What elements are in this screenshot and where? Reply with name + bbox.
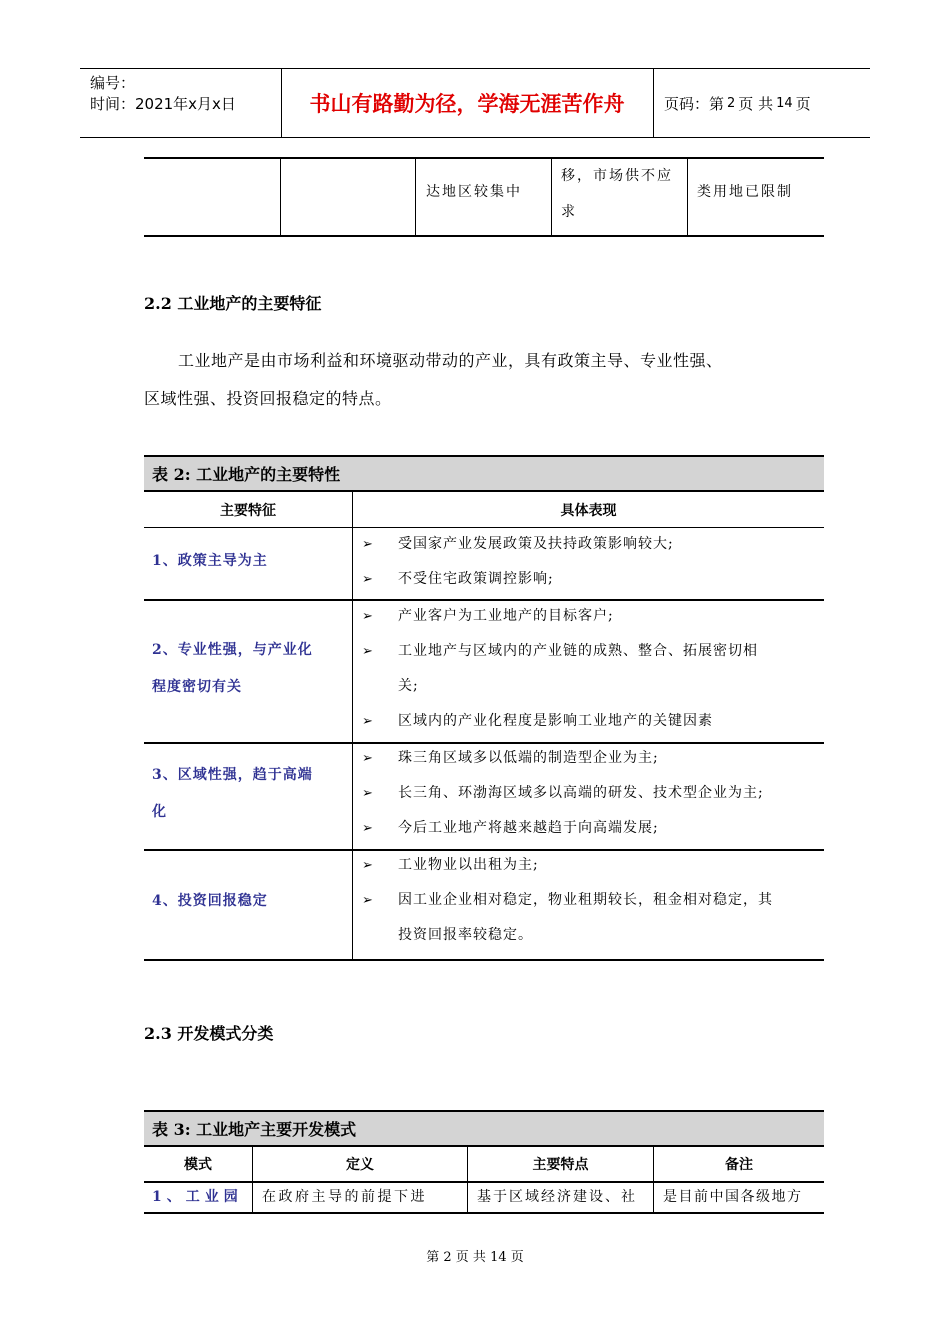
- column-header: 模式: [184, 1157, 212, 1173]
- table-3: [144, 1110, 824, 1214]
- list-item: ➢ 因工业企业相对稳定，物业租期较长，租金相对稳定，其: [362, 883, 818, 918]
- header-motto: 书山有路勤为径，学海无涯苦作舟: [309, 92, 625, 116]
- time-label: 时间：2021年x月x日: [90, 95, 236, 113]
- fragment-cell: 达地区较集中: [426, 184, 522, 200]
- list-item: ➢ 珠三角区域多以低端的制造型企业为主;: [362, 741, 818, 776]
- table-cell: 在政府主导的前提下进: [262, 1189, 427, 1205]
- fragment-cell: 移，市场供不应: [561, 168, 673, 184]
- arrow-bullet-icon: ➢: [362, 537, 374, 552]
- list-item: ➢ 不受住宅政策调控影响;: [362, 562, 818, 597]
- feature-cell: 4、投资回报稳定: [152, 893, 268, 909]
- table-row: [144, 744, 824, 851]
- list-item: ➢ 工业物业以出租为主;: [362, 848, 818, 883]
- arrow-bullet-icon: ➢: [362, 751, 374, 766]
- list-item-continuation: 关;: [398, 678, 419, 694]
- header-page-number: 页码：第 2 页 共 14 页: [664, 94, 811, 113]
- arrow-bullet-icon: ➢: [362, 893, 374, 908]
- fragment-cell: 求: [561, 204, 577, 220]
- header-meta: [90, 73, 236, 115]
- table1-fragment: [144, 157, 824, 237]
- table-cell: 基于区域经济建设、社: [477, 1189, 637, 1205]
- list-item: ➢ 受国家产业发展政策及扶持政策影响较大;: [362, 527, 818, 562]
- arrow-bullet-icon: ➢: [362, 644, 374, 659]
- table-row: [144, 528, 824, 601]
- list-item: ➢ 区域内的产业化程度是影响工业地产的关键因素: [362, 704, 818, 739]
- column-header: 具体表现: [560, 503, 617, 519]
- list-item: ➢ 今后工业地产将越来越趋于向高端发展;: [362, 811, 818, 846]
- table-caption: 表 3: 工业地产主要开发模式: [144, 1110, 824, 1147]
- page-header: [80, 68, 870, 138]
- column-header: 备注: [725, 1157, 753, 1173]
- column-header: 定义: [346, 1157, 374, 1173]
- table-row: [144, 1183, 824, 1214]
- table-header-row: [144, 1147, 824, 1183]
- feature-cell: 3、区域性强，趋于高端 化: [152, 767, 313, 820]
- table-2: [144, 455, 824, 961]
- list-item: ➢ 长三角、环渤海区域多以高端的研发、技术型企业为主;: [362, 776, 818, 811]
- page-footer: 第 2 页 共 14 页: [426, 1250, 524, 1265]
- arrow-bullet-icon: ➢: [362, 714, 374, 729]
- list-item: ➢ 产业客户为工业地产的目标客户;: [362, 599, 818, 634]
- arrow-bullet-icon: ➢: [362, 572, 374, 587]
- feature-cell: 1、政策主导为主: [152, 553, 268, 569]
- table-row: [144, 851, 824, 961]
- arrow-bullet-icon: ➢: [362, 609, 374, 624]
- header-divider: [653, 69, 654, 137]
- mode-cell: 1、工业园: [152, 1189, 243, 1205]
- table-row: [144, 601, 824, 744]
- arrow-bullet-icon: ➢: [362, 821, 374, 836]
- list-item: ➢ 工业地产与区域内的产业链的成熟、整合、拓展密切相: [362, 634, 818, 669]
- code-label: 编号：: [90, 74, 136, 92]
- arrow-bullet-icon: ➢: [362, 786, 374, 801]
- table-caption: 表 2: 工业地产的主要特性: [144, 455, 824, 492]
- section-title: 2.2 工业地产的主要特征: [144, 294, 322, 313]
- arrow-bullet-icon: ➢: [362, 858, 374, 873]
- fragment-cell: 类用地已限制: [697, 184, 793, 200]
- section-title: 2.3 开发模式分类: [144, 1024, 274, 1043]
- section-paragraph: 工业地产是由市场利益和环境驱动带动的产业，具有政策主导、专业性强、 区域性强、投资回报稳定的特点。: [144, 351, 723, 408]
- column-header: 主要特征: [220, 503, 276, 519]
- feature-cell: 2、专业性强，与产业化 程度密切有关: [152, 642, 313, 695]
- table-header-row: [144, 492, 824, 528]
- column-header: 主要特点: [532, 1157, 589, 1173]
- table-cell: 是目前中国各级地方: [663, 1189, 803, 1205]
- list-item-continuation: 投资回报率较稳定。: [398, 927, 533, 943]
